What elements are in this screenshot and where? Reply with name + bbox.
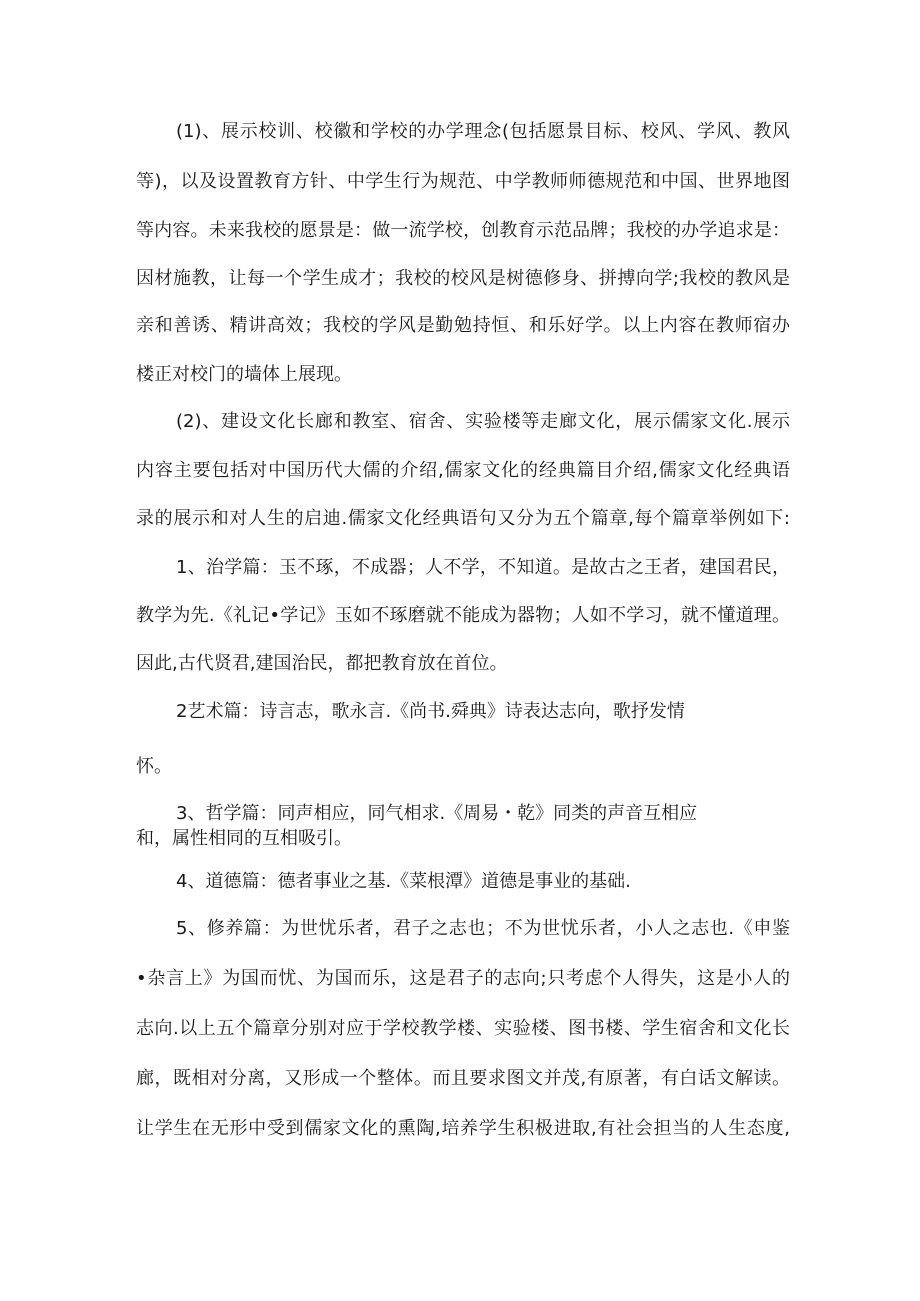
paragraph-4-line-1: 2艺术篇：诗言志，歌永言.《尚书.舜典》诗表达志向，歌抒发情 [176,701,685,722]
paragraph-5-line-2: 和，属性相同的互相吸引。 [136,828,352,849]
paragraph-7-line-4: 廊，既相对分离，又形成一个整体。而且要求图文并茂,有原著，有白话文解读。 [136,1068,790,1089]
paragraph-5-line-1: 3、哲学篇：同声相应，同气相求.《周易・乾》同类的声音互相应 [176,803,698,824]
paragraph-1-line-5: 亲和善诱、精讲高效；我校的学风是勤勉持恒、和乐好学。以上内容在教师宿办 [136,315,790,336]
paragraph-3-line-3: 因此,古代贤君,建国治民，都把教育放在首位。 [136,653,508,674]
paragraph-1-line-1: (1)、展示校训、校徽和学校的办学理念(包括愿景目标、校风、学风、教风 [176,121,790,142]
paragraph-1-line-3: 等内容。未来我校的愿景是：做一流学校，创教育示范品牌；我校的办学追求是： [136,220,790,241]
paragraph-1-line-2: 等)，以及设置教育方针、中学生行为规范、中学教师师德规范和中国、世界地图 [136,171,790,192]
paragraph-6-line-1: 4、道德篇：德者事业之基.《菜根潭》道德是事业的基础. [176,871,631,892]
paragraph-4-line-2: 怀。 [136,756,172,777]
paragraph-7-line-3: 志向.以上五个篇章分别对应于学校教学楼、实验楼、图书楼、学生宿舍和文化长 [136,1018,790,1039]
paragraph-7-line-1: 5、修养篇：为世忧乐者，君子之志也；不为世忧乐者，小人之志也.《申鉴 [176,918,790,939]
paragraph-2-line-1: (2)、建设文化长廊和教室、宿舍、实验楼等走廊文化，展示儒家文化.展示 [176,411,790,432]
paragraph-2-line-3: 录的展示和对人生的启迪.儒家文化经典语句又分为五个篇章,每个篇章举例如下: [136,508,790,529]
paragraph-3-line-1: 1、治学篇：玉不琢，不成器；人不学，不知道。是故古之王者，建国君民， [176,557,790,578]
paragraph-1-line-4: 因材施教，让每一个学生成才；我校的校风是树德修身、拼搏向学;我校的教风是 [136,268,790,289]
paragraph-2-line-2: 内容主要包括对中国历代大儒的介绍,儒家文化的经典篇目介绍,儒家文化经典语 [136,460,790,481]
paragraph-1-line-6: 楼正对校门的墙体上展现。 [136,364,352,385]
paragraph-7-line-5: 让学生在无形中受到儒家文化的熏陶,培养学生积极进取,有社会担当的人生态度, [136,1118,790,1139]
paragraph-3-line-2: 教学为先.《礼记•学记》玉如不琢磨就不能成为器物；人如不学习，就不懂道理。 [136,605,790,626]
paragraph-7-line-2: •杂言上》为国而忧、为国而乐，这是君子的志向;只考虑个人得失，这是小人的 [136,968,790,989]
